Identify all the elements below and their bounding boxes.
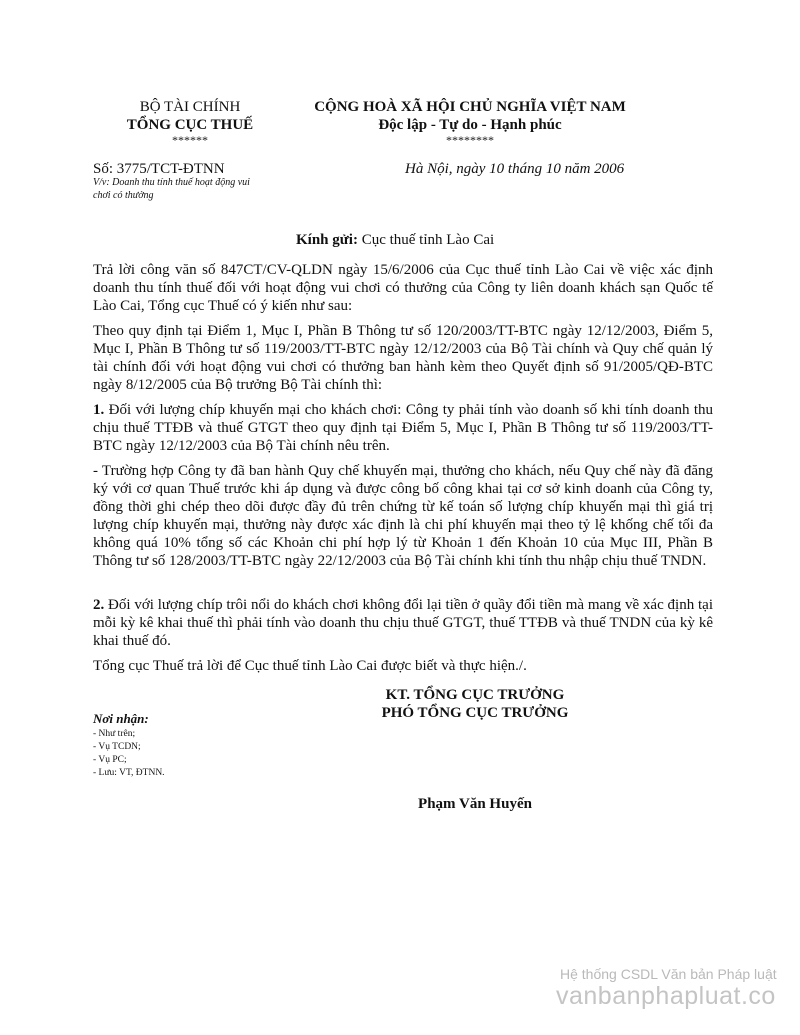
header-left-stars: ****** bbox=[172, 133, 208, 147]
document-subject: V/v: Doanh thu tính thuế hoạt động vui chơi có thưởng bbox=[93, 177, 250, 201]
recipient-line bbox=[296, 231, 494, 249]
paragraph-4: - Trường hợp Công ty đã ban hành Quy chế khuyến mại, thưởng cho khách, nếu Quy chế này đã đăng ký với cơ quan Thuế trước khi áp dụng và được công bố công khai tại cơ sở kinh doanh của Công ty, đồng thời ghi chép theo dõi được đầy đủ trên chứng từ kế toán số lượng chíp khuyến mại thì giá trị lượng chíp khuyến mại, thưởng này được xác định là chi phí khuyến mại theo tỷ lệ khống chế tối đa không quá 10% tổng số các Khoản chi phí hợp lý từ Khoản 1 đến Khoản 10 của Mục III, Phần B Thông tư số 128/2003/TT-BTC ngày 22/12/2003 của Bộ Tài chính khi tính thu nhập chịu thuế TNDN. bbox=[93, 463, 713, 569]
header-right bbox=[285, 98, 655, 147]
paragraph-6: Tổng cục Thuế trả lời để Cục thuế tỉnh Lào Cai được biết và thực hiện./. bbox=[93, 658, 527, 674]
recipient-item: - Lưu: VT, ĐTNN. bbox=[93, 768, 165, 778]
recipient-name: Cục thuế tỉnh Lào Cai bbox=[361, 232, 495, 248]
signature-line-1: KT. TỔNG CỤC TRƯỞNG bbox=[385, 687, 565, 703]
recipients-title: Nơi nhận: bbox=[93, 711, 149, 726]
signature-title bbox=[330, 686, 620, 722]
document-number: Số: 3775/TCT-ĐTNN bbox=[93, 161, 225, 177]
paragraph-5-text: Đối với lượng chíp trôi nổi do khách chơi không đổi lại tiền ở quầy đổi tiền mà mang về xác định tại mỗi kỳ kê khai thuế thì phải tính vào doanh thu chịu thuế GTGT, thuế TTĐB và thuế TNDN của kỳ kê khai thuế đó. bbox=[93, 597, 713, 649]
signer-name: Phạm Văn Huyến bbox=[418, 796, 532, 812]
watermark-line-1: Hệ thống CSDL Văn bản Pháp luật bbox=[560, 966, 777, 982]
recipients-list bbox=[93, 728, 165, 780]
watermark-line-2: vanbanphapluat.co bbox=[556, 982, 776, 1010]
national-motto: Độc lập - Tự do - Hạnh phúc bbox=[378, 117, 562, 133]
paragraph-3-text: Đối với lượng chíp khuyến mại cho khách chơi: Công ty phải tính vào doanh số khi tính doanh thu chịu thuế TTĐB và thuế GTGT theo quy định tại Điểm 5, Mục I, Phần B Thông tư số 119/2003/TT-BTC ngày 12/12/2003 của Bộ Tài chính nêu trên. bbox=[93, 402, 713, 454]
place-date: Hà Nội, ngày 10 tháng 10 năm 2006 bbox=[405, 161, 625, 177]
paragraph-3 bbox=[93, 401, 713, 455]
recipient-label: Kính gửi: bbox=[296, 232, 358, 248]
recipient-item: - Vụ PC; bbox=[93, 755, 127, 765]
recipient-item: - Như trên; bbox=[93, 729, 136, 739]
department-name: TỔNG CỤC THUẾ bbox=[126, 117, 254, 133]
paragraph-5-number: 2. bbox=[93, 597, 105, 613]
ministry-name: BỘ TÀI CHÍNH bbox=[139, 99, 241, 115]
paragraph-1: Trả lời công văn số 847CT/CV-QLDN ngày 15/6/2006 của Cục thuế tỉnh Lào Cai về việc xác định doanh thu tính thuế đối với hoạt động vui chơi có thưởng của Công ty liên doanh khách sạn Quốc tế Lào Cai, Tổng cục Thuế có ý kiến như sau: bbox=[93, 262, 713, 314]
nation-title: CỘNG HOÀ XÃ HỘI CHỦ NGHĨA VIỆT NAM bbox=[314, 99, 626, 115]
header-right-stars: ******** bbox=[446, 133, 494, 147]
recipient-item: - Vụ TCDN; bbox=[93, 742, 141, 752]
paragraph-3-number: 1. bbox=[93, 402, 105, 418]
paragraph-5 bbox=[93, 596, 713, 650]
signature-line-2: PHÓ TỔNG CỤC TRƯỞNG bbox=[381, 705, 569, 721]
header-left bbox=[110, 98, 270, 147]
paragraph-2: Theo quy định tại Điểm 1, Mục I, Phần B Thông tư số 120/2003/TT-BTC ngày 12/12/2003, Điểm 5, Mục I, Phần B Thông tư số 119/2003/TT-BTC ngày 12/12/2003 của Bộ Tài chính và Quy chế quản lý tài chính đối với hoạt động vui chơi có thưởng ban hành kèm theo Quyết định số 91/2005/QĐ-BTC ngày 8/12/2005 của Bộ trưởng Bộ Tài chính thì: bbox=[93, 323, 713, 393]
